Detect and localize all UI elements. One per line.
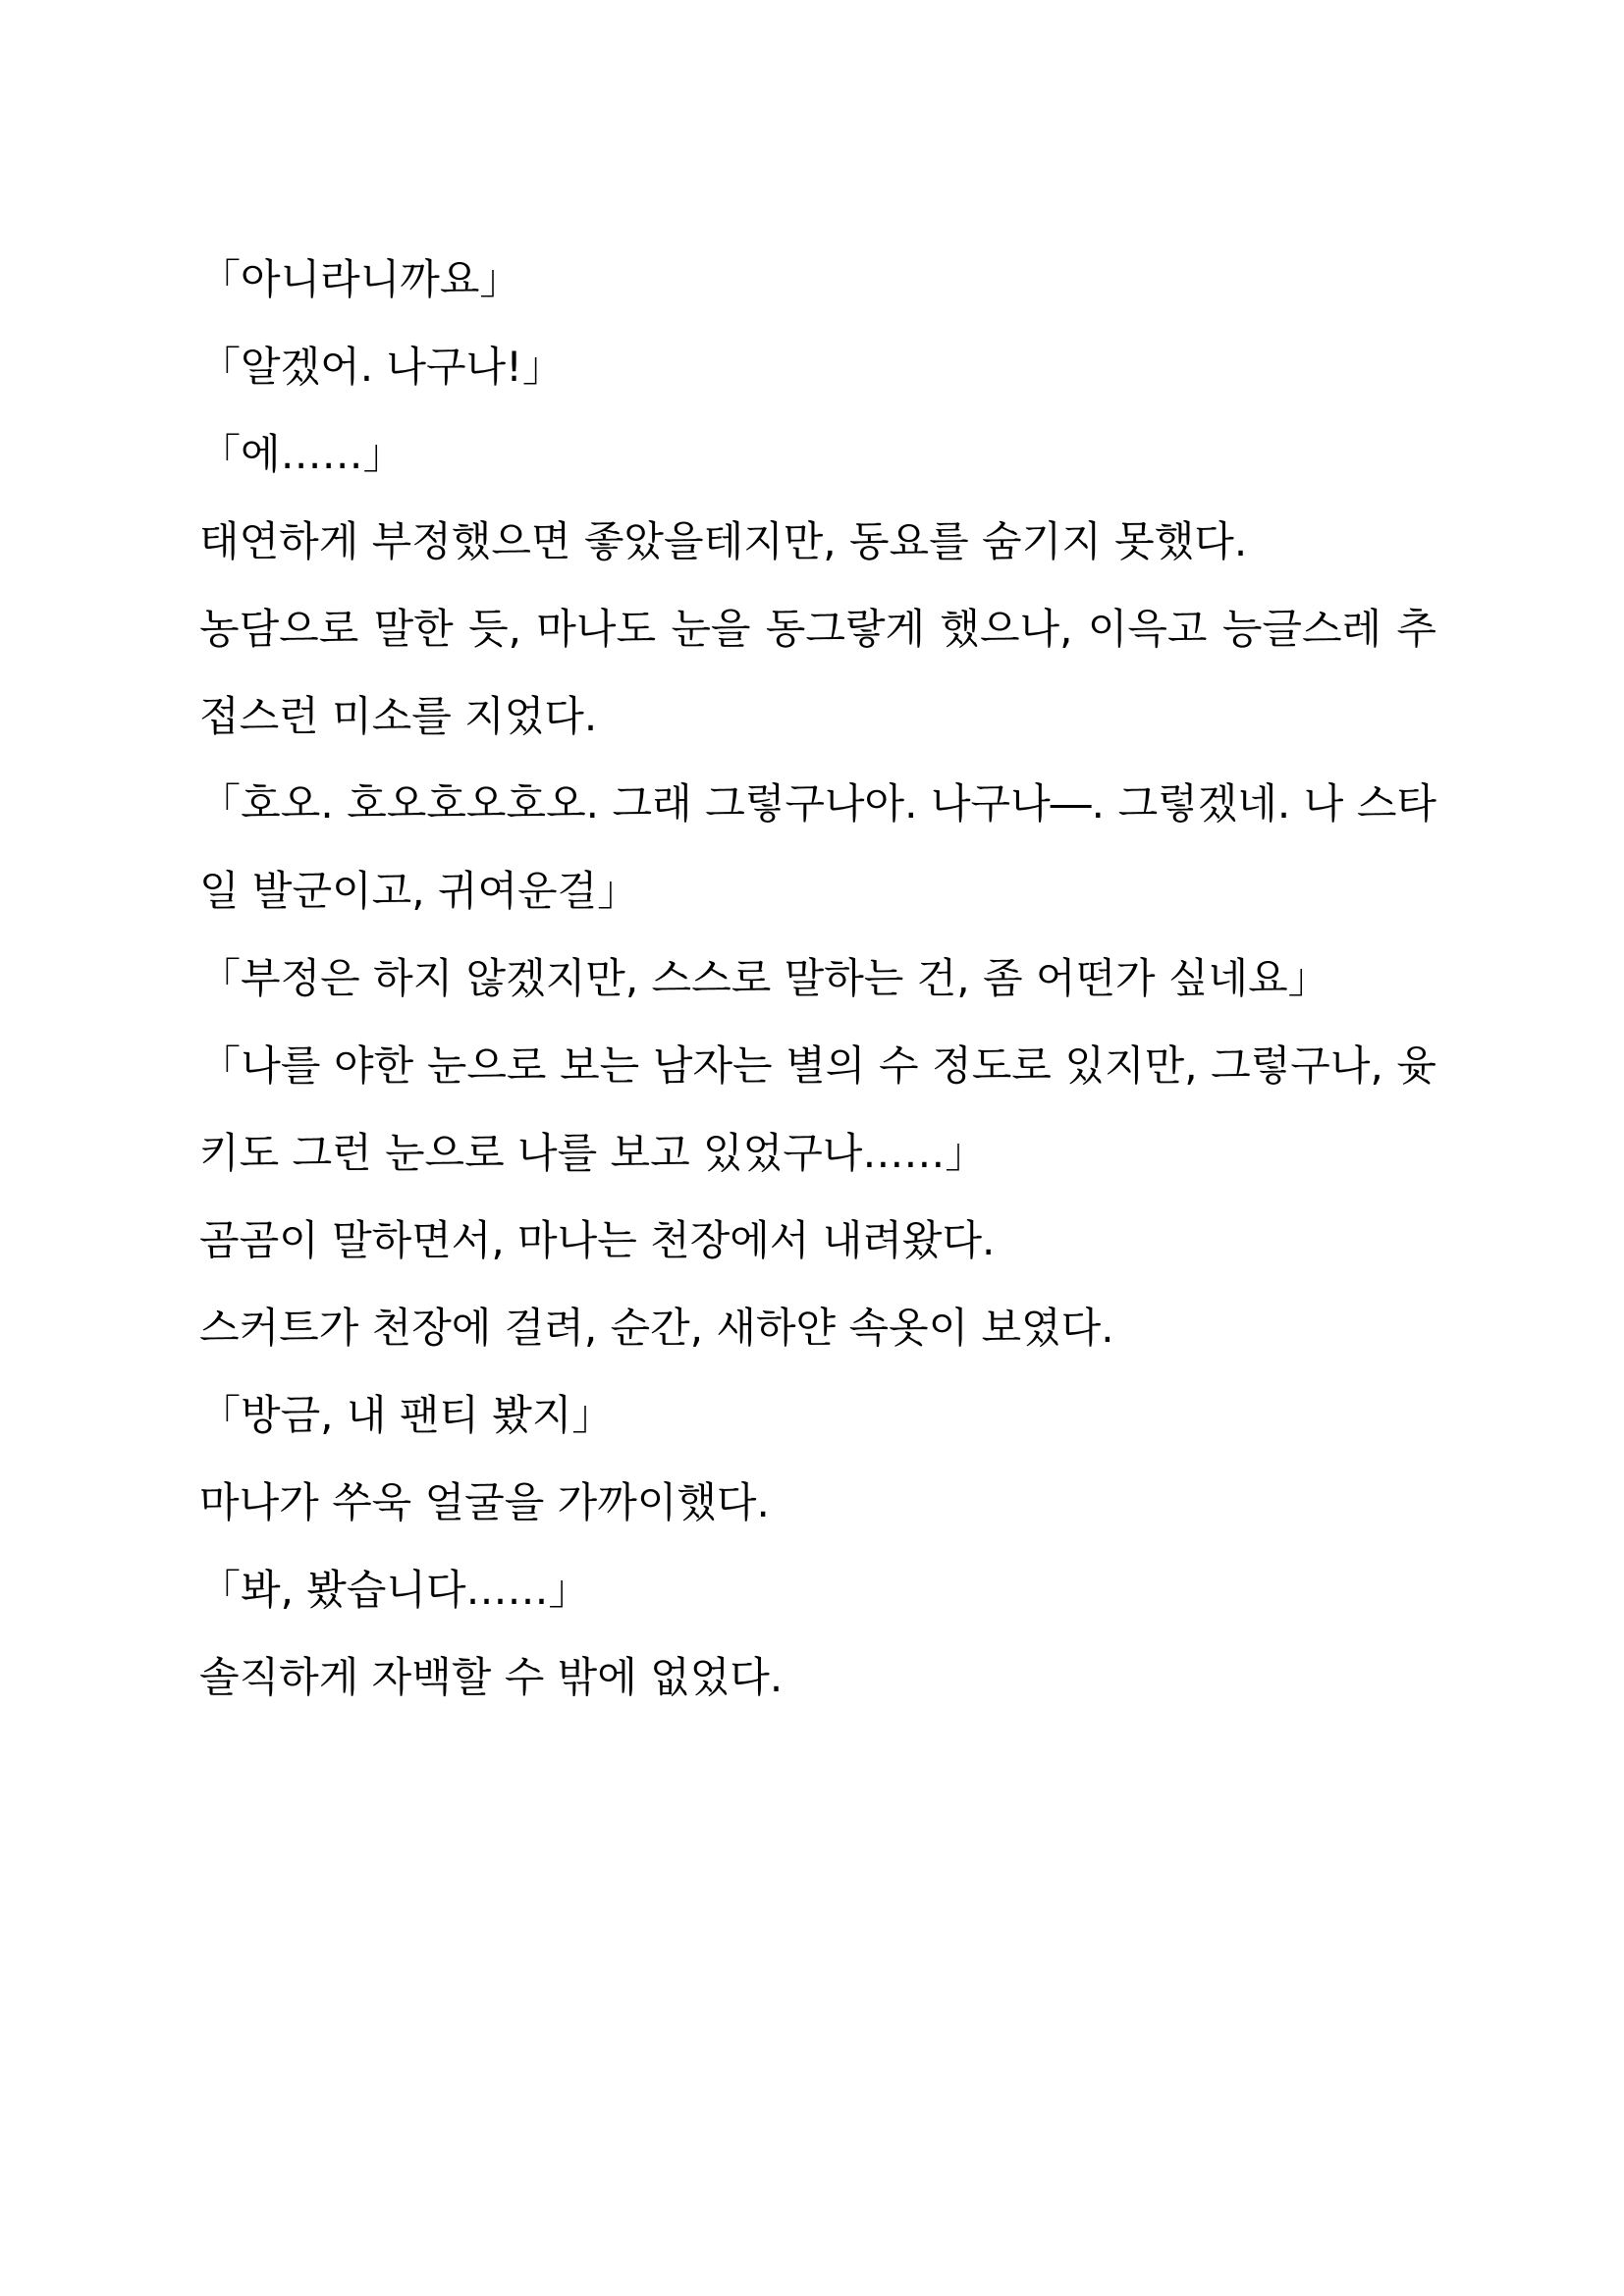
paragraph-3: 「에……」: [199, 430, 405, 478]
paragraph-5: 농담으로 말한 듯, 마나도 눈을 동그랗게 했으나, 이윽고 능글스레 추접스런 미소를 지었다.: [199, 605, 1436, 740]
paragraph-11: 「방금, 내 팬티 봤지」: [199, 1391, 614, 1439]
paragraph-7: 「부정은 하지 않겠지만, 스스로 말하는 건, 좀 어떤가 싶네요」: [199, 954, 1329, 1002]
paragraph-9: 곰곰이 말하면서, 마나는 천장에서 내려왔다.: [199, 1216, 996, 1264]
paragraph-8: 「나를 야한 눈으로 보는 남자는 별의 수 정도로 있지만, 그렇구나, 윳키도 그런 눈으로 나를 보고 있었구나……」: [199, 1041, 1436, 1177]
paragraph-14: 솔직하게 자백할 수 밖에 없었다.: [199, 1653, 784, 1701]
body-text: [199, 236, 1436, 1721]
paragraph-13: 「봐, 봤습니다……」: [199, 1566, 590, 1614]
paragraph-6: 「호오. 호오호오호오. 그래 그렇구나아. 나구나―. 그렇겠네. 나 스타일 발군이고, 귀여운걸」: [199, 779, 1436, 915]
paragraph-10: 스커트가 천장에 걸려, 순간, 새하얀 속옷이 보였다.: [199, 1304, 1114, 1352]
paragraph-12: 마나가 쑤욱 얼굴을 가까이했다.: [199, 1478, 770, 1526]
paragraph-1: 「아니라니까요」: [199, 255, 521, 303]
paragraph-2: 「알겠어. 나구나!」: [199, 343, 564, 391]
paragraph-4: 태연하게 부정했으면 좋았을테지만, 동요를 숨기지 못했다.: [199, 517, 1248, 565]
